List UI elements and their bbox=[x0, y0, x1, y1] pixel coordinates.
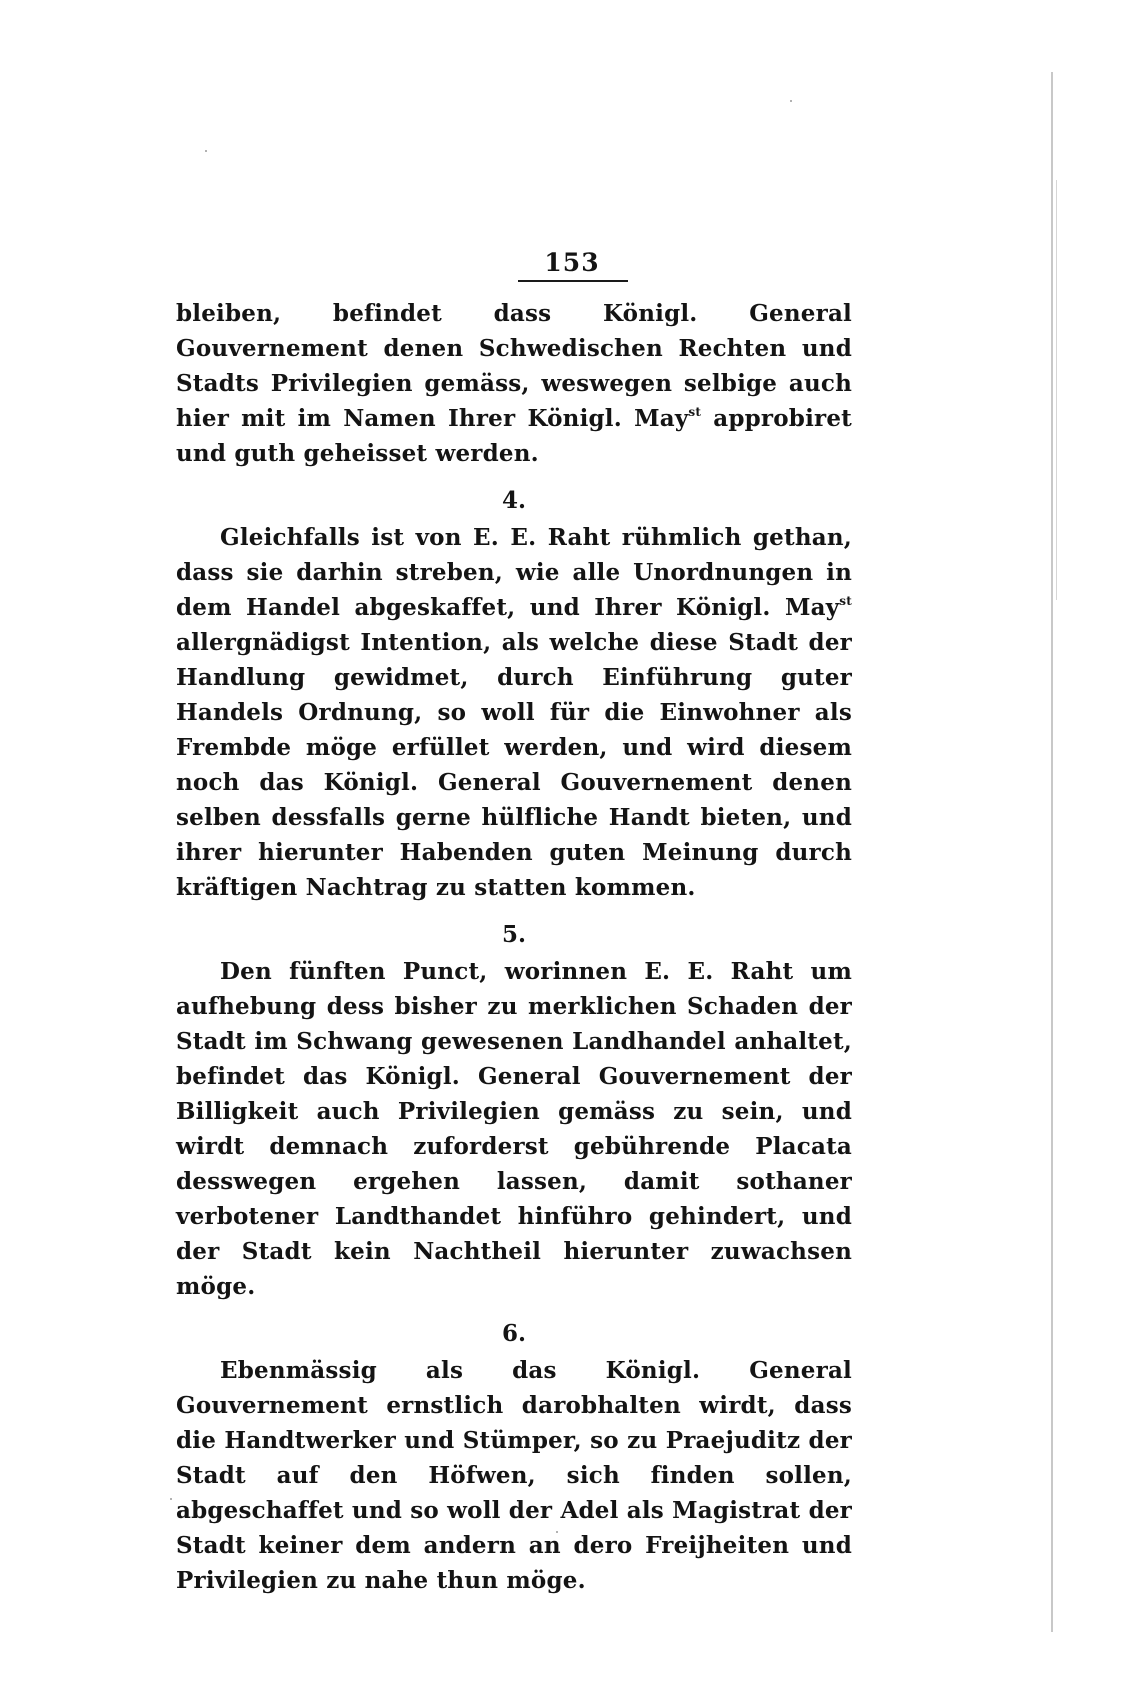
paragraph-continuation bbox=[176, 296, 852, 471]
section-5-text: Den fünften Punct, worinnen E. E. Raht um aufhebung dess bisher zu merklichen Schaden der Stadt im Schwang gewesenen Landhandel anhaltet, befindet das Königl. General Gouvernement der Billigkeit auch Privilegien gemäss zu sein, und wirdt demnach zuforderst gebührende Placata desswegen ergehen lassen, damit sothaner verbotener Landthandet hinführo gehindert, und der Stadt kein Nachtheil hierunter zuwachsen möge. bbox=[176, 958, 852, 1300]
page-edge-line bbox=[1051, 72, 1053, 1632]
page-number: 153 bbox=[544, 248, 600, 277]
superscript: st bbox=[688, 405, 702, 419]
section-4-text bbox=[176, 520, 852, 905]
paragraph-text: bleiben, befindet dass Königl. General Gouvernement denen Schwedischen Rechten und Stadts Privilegien gemäss, weswegen selbige auch hier mit im Namen Ihrer Königl. May bbox=[176, 300, 852, 432]
paper-speck bbox=[205, 150, 207, 152]
paragraph-text: Gleichfalls ist von E. E. Raht rühmlich gethan, dass sie darhin streben, wie alle Unordnungen in dem Handel abgeskaffet, und Ihrer Königl. May bbox=[176, 524, 852, 621]
paragraph-text: allergnädigst Intention, als welche diese Stadt der Handlung gewidmet, durch Einführung guter Handels Ordnung, so woll für die Einwohner als Frembde möge erfüllet werden, und wird diesem noch das Königl. General Gouvernement denen selben dessfalls gerne hülfliche Handt bieten, und ihrer hierunter Habenden guten Meinung durch kräftigen Nachtrag zu statten kommen. bbox=[176, 629, 852, 901]
page-text-block bbox=[176, 248, 852, 1598]
superscript: st bbox=[839, 594, 852, 608]
paper-speck bbox=[790, 100, 792, 102]
page-edge-inner-line bbox=[1056, 180, 1057, 600]
section-number-5: 5. bbox=[501, 921, 526, 948]
paragraph-text: approbiret und guth geheisset werden. bbox=[176, 405, 852, 467]
paper-speck bbox=[170, 1498, 172, 1500]
page-number-rule bbox=[518, 280, 628, 282]
section-number-4: 4. bbox=[501, 487, 526, 514]
section-number-6: 6. bbox=[501, 1320, 526, 1347]
section-6-text: Ebenmässig als das Königl. General Gouvernement ernstlich darobhalten wirdt, dass die Handtwerker und Stümper, so zu Praejuditz der Stadt auf den Höfwen, sich finden sollen, abgeschaffet und so woll der Adel als Magistrat der Stadt keiner dem andern an dero Freijheiten und Privilegien zu nahe thun möge. bbox=[176, 1357, 852, 1594]
